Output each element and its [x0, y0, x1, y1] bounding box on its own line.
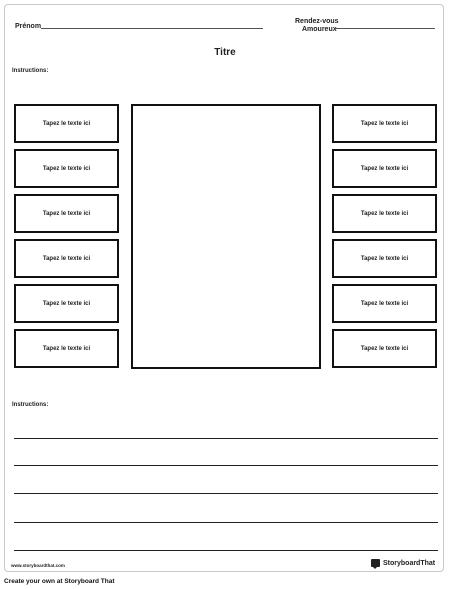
text-box-left-3[interactable]: Tapez le texte ici [14, 194, 119, 233]
footer-url: www.storyboardthat.com [11, 563, 65, 568]
name-label: Prénom [15, 23, 42, 30]
writing-line[interactable] [14, 438, 438, 439]
instructions-bottom-label: Instructions: [12, 402, 49, 408]
text-box-left-5[interactable]: Tapez le texte ici [14, 284, 119, 323]
logo-text: StoryboardThat [383, 559, 436, 567]
writing-line[interactable] [14, 493, 438, 494]
speech-bubble-icon [371, 559, 380, 567]
page-title[interactable]: Titre [214, 47, 236, 58]
center-image-box[interactable] [131, 104, 321, 369]
date-line[interactable] [335, 28, 435, 29]
storyboardthat-logo [371, 559, 435, 567]
text-box-right-3[interactable]: Tapez le texte ici [332, 194, 437, 233]
create-your-own-link[interactable]: Create your own at Storyboard That [4, 578, 115, 585]
text-box-right-4[interactable]: Tapez le texte ici [332, 239, 437, 278]
instructions-top-label: Instructions: [12, 68, 49, 74]
writing-line[interactable] [14, 465, 438, 466]
date-label-line1: Rendez-vous [295, 18, 339, 25]
text-box-right-5[interactable]: Tapez le texte ici [332, 284, 437, 323]
text-box-left-6[interactable]: Tapez le texte ici [14, 329, 119, 368]
writing-line[interactable] [14, 550, 438, 551]
writing-line[interactable] [14, 522, 438, 523]
date-label-line2: Amoureux [302, 26, 337, 33]
text-box-left-1[interactable]: Tapez le texte ici [14, 104, 119, 143]
text-box-left-4[interactable]: Tapez le texte ici [14, 239, 119, 278]
text-box-right-1[interactable]: Tapez le texte ici [332, 104, 437, 143]
text-box-right-6[interactable]: Tapez le texte ici [332, 329, 437, 368]
text-box-right-2[interactable]: Tapez le texte ici [332, 149, 437, 188]
worksheet-page [4, 4, 444, 572]
text-box-left-2[interactable]: Tapez le texte ici [14, 149, 119, 188]
name-line[interactable] [41, 28, 263, 29]
